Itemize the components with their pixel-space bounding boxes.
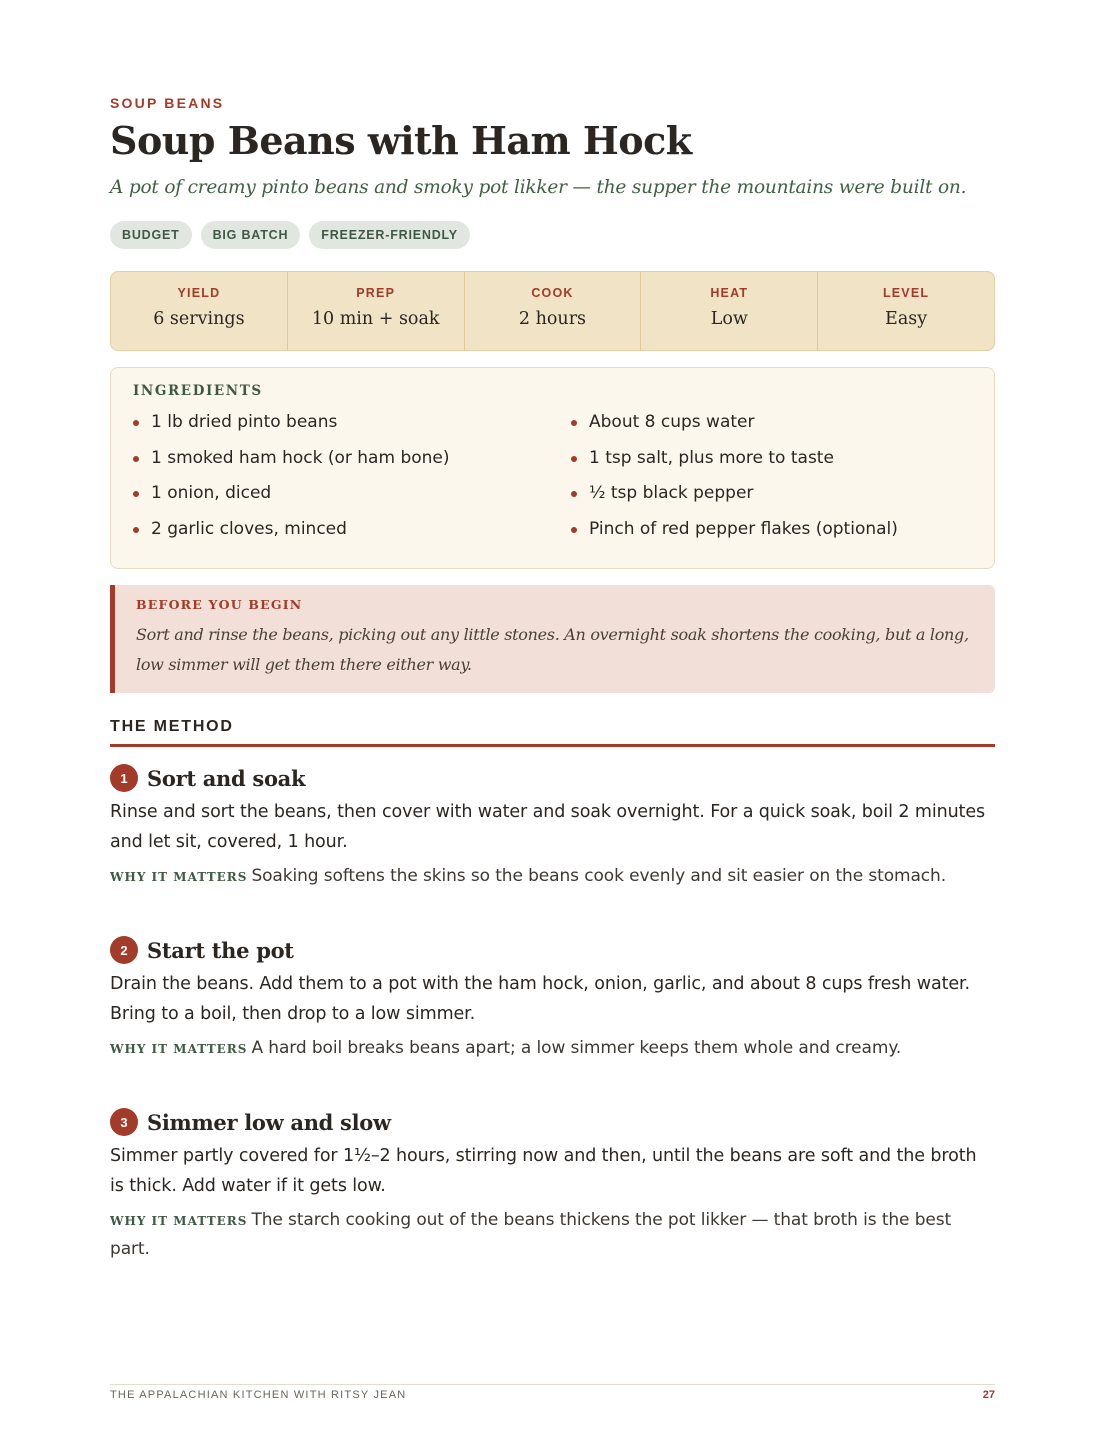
why-label: WHY IT MATTERS	[110, 1214, 248, 1228]
ingredient-item	[133, 519, 450, 555]
ingredients-list-right	[571, 412, 898, 554]
stat-label: HEAT	[710, 286, 749, 300]
step-body: Rinse and sort the beans, then cover with water and soak overnight. For a quick soak, boil 2 minutes and let sit, covered, 1 hour.	[110, 802, 986, 852]
bullet-icon	[133, 491, 139, 497]
why-label: WHY IT MATTERS	[110, 1042, 248, 1056]
stat-value: 6 servings	[153, 309, 245, 329]
ingredient-item	[133, 483, 450, 519]
step-header	[110, 1106, 995, 1138]
stat-cook	[465, 272, 642, 350]
why-text: Soaking softens the skins so the beans cook evenly and sit easier on the stomach.	[251, 866, 947, 886]
note-text: Sort and rinse the beans, picking out any little stones. An overnight soak shortens the cooking, but a long, low simmer will get them there either way.	[136, 625, 969, 674]
note-title: BEFORE YOU BEGIN	[136, 597, 303, 612]
step-number-badge: 1	[110, 764, 138, 792]
bullet-icon	[571, 420, 577, 426]
step-header	[110, 762, 995, 794]
stat-value: 10 min + soak	[311, 309, 440, 329]
bullet-icon	[571, 491, 577, 497]
method-heading: THE METHOD	[110, 718, 234, 735]
tag-freezer-friendly: FREEZER-FRIENDLY	[309, 221, 470, 249]
step-body: Simmer partly covered for 1½–2 hours, stirring now and then, until the beans are soft and the broth is thick. Add water if it gets low.	[110, 1146, 977, 1196]
bullet-icon	[133, 420, 139, 426]
tag-list	[110, 221, 470, 249]
stat-value: Low	[710, 309, 748, 329]
recipe-page	[110, 0, 995, 1430]
step-number-badge: 2	[110, 936, 138, 964]
step-why	[110, 1206, 995, 1263]
recipe-title: Soup Beans with Ham Hock	[110, 118, 692, 163]
category-eyebrow: SOUP BEANS	[110, 95, 225, 111]
step-header	[110, 934, 995, 966]
bullet-icon	[133, 527, 139, 533]
ingredient-item	[571, 448, 898, 484]
method-step-3	[110, 1106, 995, 1263]
stat-yield	[111, 272, 288, 350]
ingredient-text: 1 smoked ham hock (or ham bone)	[151, 447, 450, 468]
recipe-subtitle: A pot of creamy pinto beans and smoky pot likker — the supper the mountains were built on.	[110, 177, 967, 198]
ingredient-item	[571, 412, 898, 448]
ingredient-item	[133, 412, 450, 448]
stat-heat	[641, 272, 818, 350]
recipe-stats-bar	[110, 271, 995, 351]
step-why	[110, 1034, 995, 1063]
ingredients-panel	[110, 367, 995, 569]
step-title: Simmer low and slow	[147, 1109, 391, 1135]
ingredient-item	[133, 448, 450, 484]
stat-prep	[288, 272, 465, 350]
ingredient-text: ½ tsp black pepper	[589, 483, 754, 503]
step-title: Sort and soak	[147, 765, 306, 791]
ingredient-item	[571, 519, 898, 555]
stat-level	[818, 272, 994, 350]
bullet-icon	[571, 527, 577, 533]
stat-value: Easy	[885, 309, 928, 329]
ingredient-text: 1 lb dried pinto beans	[151, 412, 338, 432]
bullet-icon	[133, 456, 139, 462]
step-why	[110, 862, 995, 891]
stat-value: 2 hours	[518, 309, 587, 329]
ingredient-item	[571, 483, 898, 519]
why-label: WHY IT MATTERS	[110, 870, 248, 884]
method-step-2	[110, 934, 995, 1063]
page-number: 27	[982, 1389, 995, 1401]
ingredient-text: 1 onion, diced	[151, 483, 272, 503]
bullet-icon	[571, 456, 577, 462]
why-text: A hard boil breaks beans apart; a low simmer keeps them whole and creamy.	[251, 1038, 902, 1058]
ingredient-text: About 8 cups water	[589, 412, 755, 432]
footer-book-title: THE APPALACHIAN KITCHEN WITH RITSY JEAN	[110, 1389, 407, 1401]
stat-label: YIELD	[177, 286, 221, 300]
why-text: The starch cooking out of the beans thickens the pot likker — that broth is the best part.	[110, 1210, 952, 1259]
method-divider	[110, 744, 995, 747]
stat-label: PREP	[356, 286, 396, 300]
footer-divider	[110, 1384, 995, 1385]
tag-big-batch: BIG BATCH	[201, 221, 301, 249]
stat-label: COOK	[531, 286, 574, 300]
before-you-begin-note	[110, 585, 995, 693]
step-body: Drain the beans. Add them to a pot with the ham hock, onion, garlic, and about 8 cups fresh water. Bring to a boil, then drop to a low simmer.	[110, 974, 970, 1024]
ingredients-list-left	[133, 412, 450, 554]
ingredients-heading: INGREDIENTS	[133, 383, 263, 399]
method-step-1	[110, 762, 995, 891]
ingredient-text: 2 garlic cloves, minced	[151, 518, 347, 539]
ingredient-text: 1 tsp salt, plus more to taste	[589, 447, 834, 468]
step-number-badge: 3	[110, 1108, 138, 1136]
ingredient-text: Pinch of red pepper flakes (optional)	[589, 518, 898, 539]
stat-label: LEVEL	[882, 286, 930, 300]
tag-budget: BUDGET	[110, 221, 192, 249]
step-title: Start the pot	[147, 937, 294, 963]
